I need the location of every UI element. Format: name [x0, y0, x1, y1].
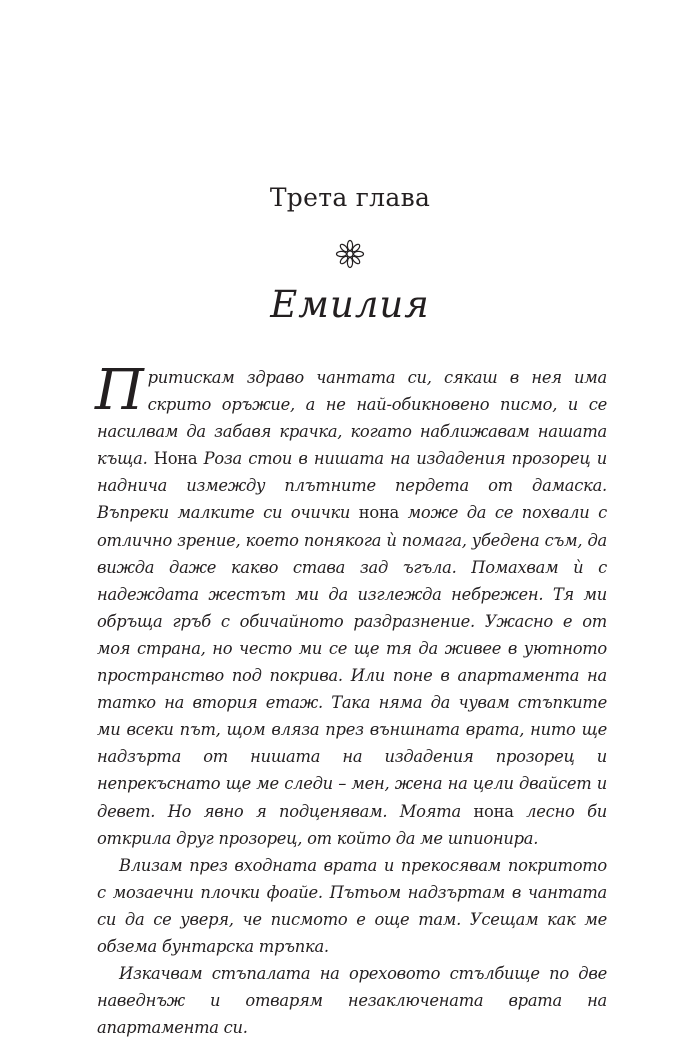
drop-cap: П: [95, 358, 144, 423]
chapter-body: [95, 358, 607, 1041]
emphasis-word: Нона: [153, 449, 198, 469]
paragraph-2: Влизам през входната врата и прекосявам покритото с мозаечни плочки фоайе. Пътьом надзъртам в чантата си да се уверя, че писмото е още там. Усещам как ме обзема бунтарска тръпка.: [97, 855, 607, 956]
text-segment: може да се похвали с отлично зрение, което понякога ѝ помага, убедена съм, да вижда даже какво става зад ъгъла. Помахвам ѝ с надеждата жестът ми да изглежда небрежен. Тя ми обръща гръб с обичайното раздразнение. Ужасно е от моя страна, но често ми се ще тя да живее в уютното пространство под покрива. Или поне в апартамента на татко на втория етаж. Така няма да чувам стъпките ми всеки път, щом вляза през външната врата, нито ще надзърта от нишата на издадения прозорец и непрекъснато ще ме следи – мен, жена на цели двайсет и девет. Но явно я подценявам. Моята: [97, 503, 607, 821]
text-segment: лесно би открила друг прозорец, от който да ме шпионира.: [97, 801, 607, 848]
text-segment: Роза стои в нишата на издадения прозорец и надничa измежду плътните пердета от дамаска. Въпреки малките си очички: [97, 449, 607, 523]
text-segment: ритискам здраво чантата си, сякаш в нея има скрито оръжие, а не най-обикновено писмо, и се насилвам да забавя крачка, когато наближавам нашата къща.: [97, 368, 607, 469]
chapter-title: Трета глава: [269, 183, 431, 212]
paragraph-3: Изкачвам стъпалата на ореховото стълбище по две наведнъж и отварям незаключената врата на апартамента си.: [97, 964, 607, 1038]
emphasis-word: нона: [473, 801, 514, 821]
emphasis-word: нона: [358, 503, 400, 523]
character-name-heading: Емилия: [270, 283, 430, 326]
flower-ornament-icon: [334, 238, 366, 270]
paragraph-1: [95, 358, 607, 852]
